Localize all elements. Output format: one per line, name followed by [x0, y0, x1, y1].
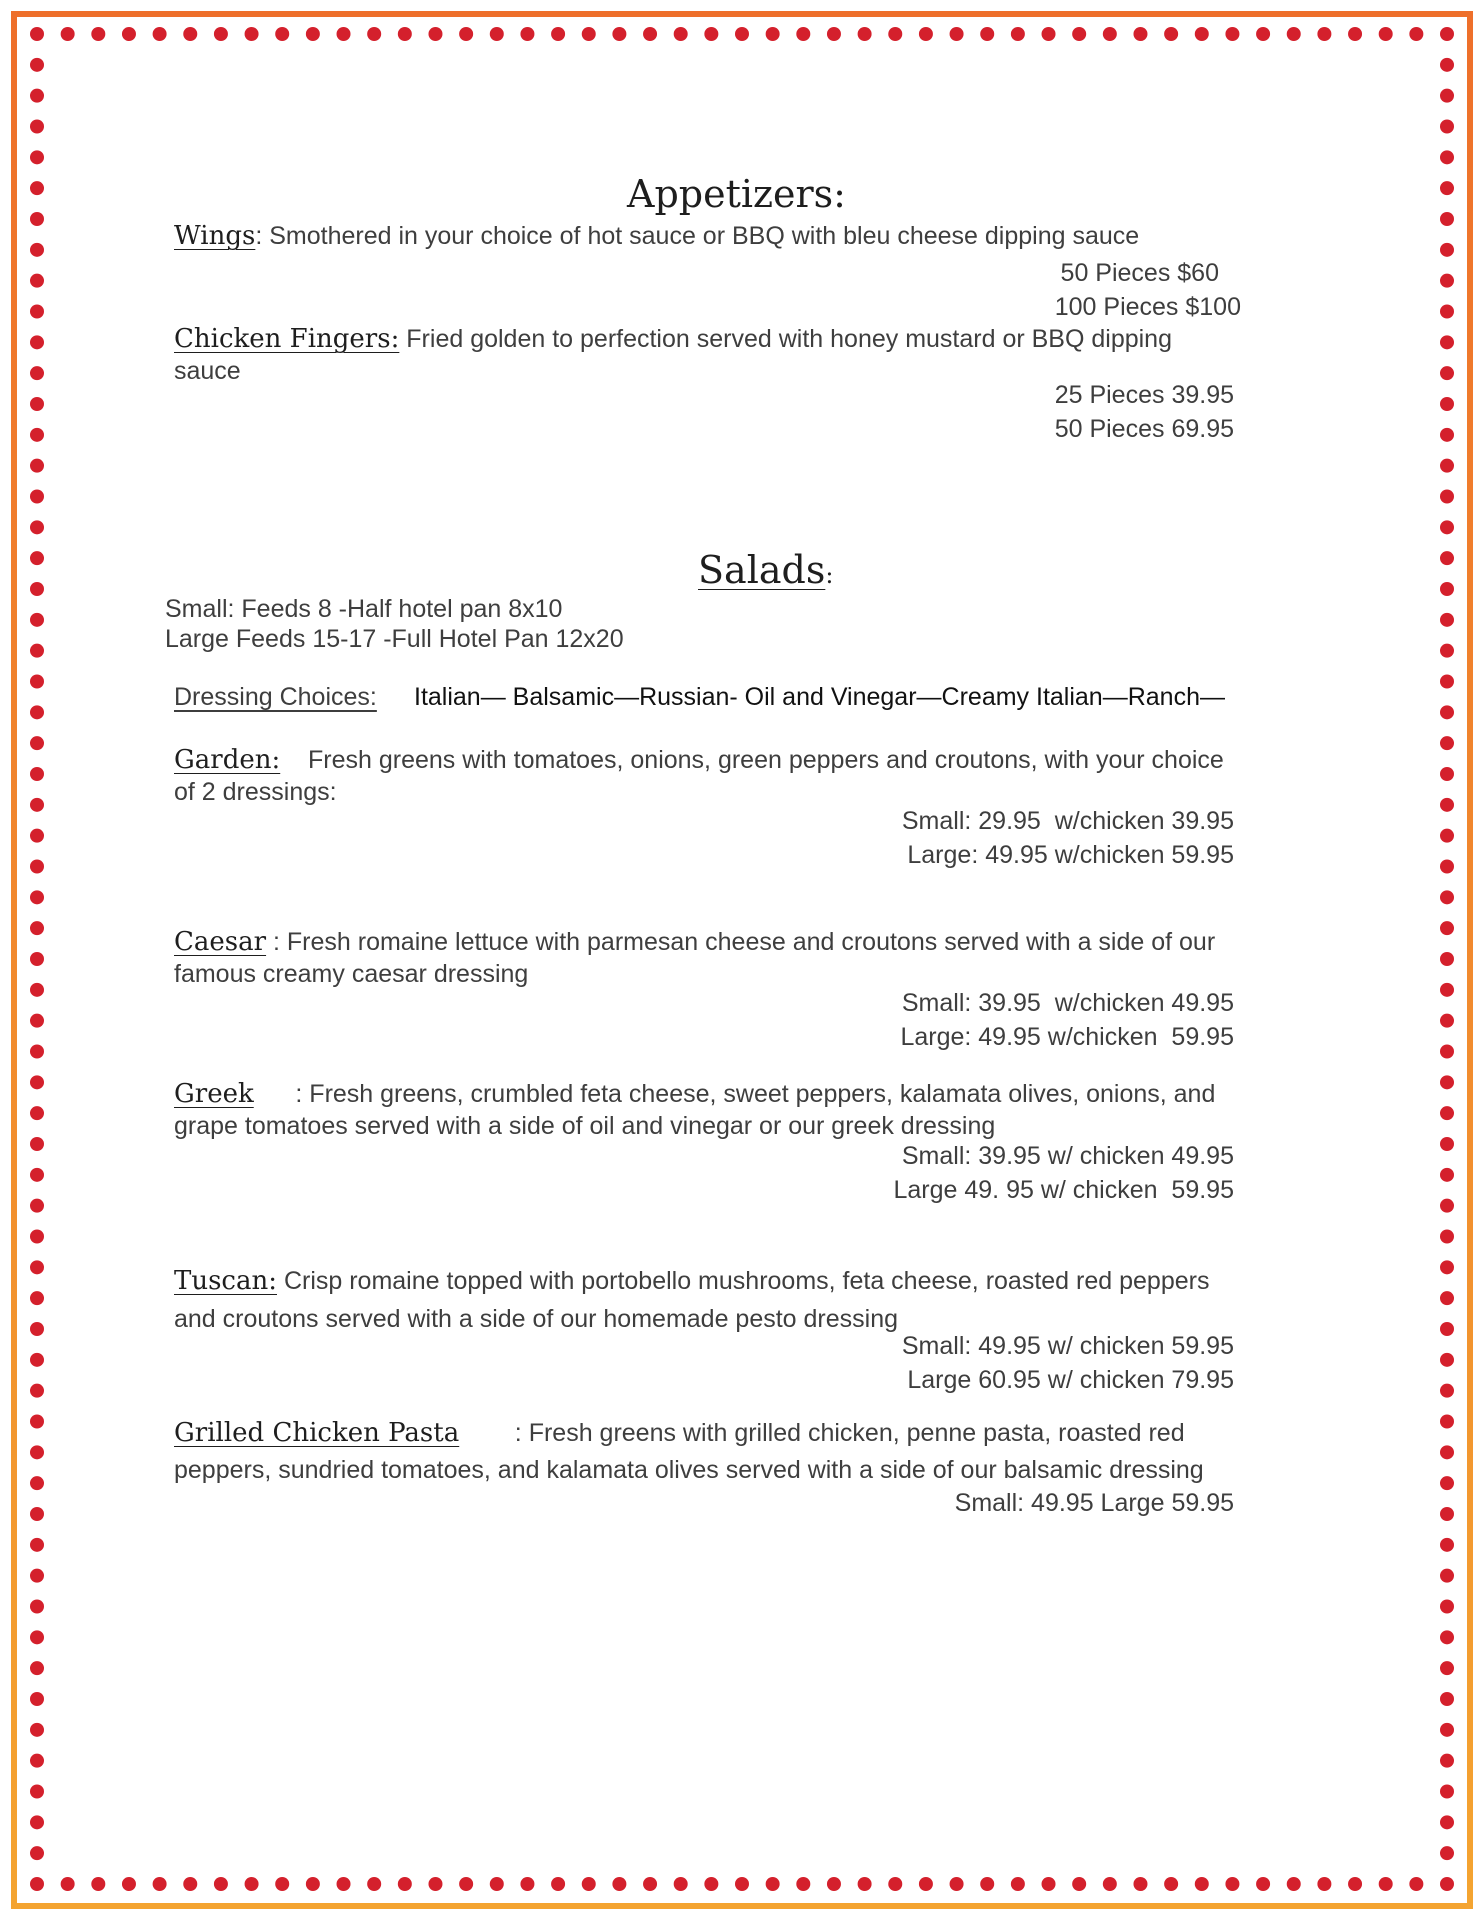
garden-price-large: Large: 49.95 w/chicken 59.95	[907, 841, 1234, 869]
border-dot	[1440, 798, 1454, 812]
border-dot	[1011, 1877, 1025, 1891]
border-dot	[30, 397, 44, 411]
border-dot	[827, 27, 841, 41]
border-dot	[30, 274, 44, 288]
border-dot	[459, 1877, 473, 1891]
border-dot	[306, 1877, 320, 1891]
border-dot	[520, 27, 534, 41]
border-dot	[30, 1815, 44, 1829]
border-dot	[612, 1877, 626, 1891]
border-dot	[30, 1106, 44, 1120]
border-dot	[1440, 1754, 1454, 1768]
tuscan-price-large: Large 60.95 w/ chicken 79.95	[907, 1366, 1234, 1394]
border-dot	[30, 89, 44, 103]
border-dot	[888, 27, 902, 41]
border-dot	[1225, 1877, 1239, 1891]
border-dot	[214, 1877, 228, 1891]
border-dot	[980, 27, 994, 41]
border-dot	[30, 520, 44, 534]
border-dot	[153, 1877, 167, 1891]
border-dot	[122, 1877, 136, 1891]
border-dot	[1440, 952, 1454, 966]
border-dot	[428, 1877, 442, 1891]
border-dot	[1195, 1877, 1209, 1891]
garden-name: Garden:	[174, 745, 281, 775]
border-dot	[1440, 305, 1454, 319]
border-dot	[30, 1322, 44, 1336]
border-dot	[1133, 27, 1147, 41]
border-dot	[30, 1476, 44, 1490]
border-dot	[30, 1260, 44, 1274]
border-dot	[1440, 983, 1454, 997]
border-dot	[30, 1661, 44, 1675]
pasta-desc: : Fresh greens with grilled chicken, penne pasta, roasted red peppers, sundried tomatoes, and kalamata olives served with a side of our balsamic dressing	[174, 1419, 1204, 1484]
border-dot	[30, 1199, 44, 1213]
border-dot	[30, 305, 44, 319]
border-dot	[1225, 27, 1239, 41]
tuscan-name: Tuscan:	[174, 1266, 277, 1296]
border-dot	[735, 1877, 749, 1891]
border-dot	[30, 1230, 44, 1244]
border-dot	[551, 1877, 565, 1891]
border-dot	[704, 1877, 718, 1891]
border-dot	[950, 27, 964, 41]
border-dot	[30, 644, 44, 658]
size-large: Large Feeds 15-17 -Full Hotel Pan 12x20	[165, 625, 624, 653]
border-dot	[1348, 1877, 1362, 1891]
border-dot	[766, 1877, 780, 1891]
fingers-name: Chicken Fingers:	[174, 324, 400, 354]
border-dot	[1287, 27, 1301, 41]
border-dot	[153, 27, 167, 41]
border-dot	[1440, 1785, 1454, 1799]
dressing-label	[174, 683, 391, 712]
wings-item	[174, 220, 1234, 252]
border-dot	[1440, 274, 1454, 288]
garden-price-small: Small: 29.95 w/chicken 39.95	[901, 807, 1234, 835]
border-dot	[30, 1723, 44, 1737]
border-dot	[1348, 27, 1362, 41]
fingers-price-25: 25 Pieces 39.95	[1054, 381, 1234, 409]
border-dot	[1072, 1877, 1086, 1891]
border-dot	[1440, 921, 1454, 935]
greek-desc: : Fresh greens, crumbled feta cheese, sweet peppers, kalamata olives, onions, and grape tomatoes served with a side of oil and vinegar or our greek dressing	[174, 1080, 1223, 1140]
border-dot	[1440, 1291, 1454, 1305]
border-dot	[30, 1168, 44, 1182]
border-dot	[30, 705, 44, 719]
border-dot	[1440, 613, 1454, 627]
border-dot	[30, 428, 44, 442]
wings-price-50: 50 Pieces $60	[1060, 259, 1219, 287]
tuscan-desc: Crisp romaine topped with portobello mushrooms, feta cheese, roasted red peppers and croutons served with a side of our homemade pesto dressing	[174, 1267, 1210, 1333]
wings-name: Wings	[174, 221, 256, 251]
border-dot	[1440, 243, 1454, 257]
border-dot	[245, 27, 259, 41]
border-dot	[1440, 89, 1454, 103]
border-dot	[704, 27, 718, 41]
border-dot	[30, 1014, 44, 1028]
border-dot	[1379, 1877, 1393, 1891]
border-dot	[1409, 27, 1423, 41]
border-dot	[30, 1353, 44, 1367]
greek-price-large: Large 49. 95 w/ chicken 59.95	[893, 1176, 1234, 1204]
border-dot	[30, 150, 44, 164]
border-dot	[1103, 1877, 1117, 1891]
border-dot	[30, 798, 44, 812]
border-dot	[30, 551, 44, 565]
border-dot	[1440, 1075, 1454, 1089]
salads-title	[698, 548, 833, 592]
border-dot	[30, 736, 44, 750]
tuscan-item	[174, 1262, 1234, 1338]
dressing-label-text: Dressing Choices:	[174, 683, 377, 711]
border-dot	[1440, 212, 1454, 226]
greek-name: Greek	[174, 1079, 254, 1109]
border-dot	[183, 27, 197, 41]
border-dot	[30, 829, 44, 843]
border-dot	[1440, 1877, 1454, 1891]
border-dot	[1379, 27, 1393, 41]
border-dot	[91, 1877, 105, 1891]
border-dot	[1440, 1445, 1454, 1459]
border-dot	[1287, 1877, 1301, 1891]
border-dot	[1440, 1538, 1454, 1552]
size-small: Small: Feeds 8 -Half hotel pan 8x10	[165, 595, 563, 623]
border-dot	[643, 1877, 657, 1891]
border-dot	[459, 27, 473, 41]
border-dot	[1256, 1877, 1270, 1891]
border-dot	[1440, 1600, 1454, 1614]
border-dot	[30, 459, 44, 473]
border-dot	[674, 1877, 688, 1891]
garden-item	[174, 744, 1234, 808]
border-dot	[1440, 551, 1454, 565]
border-dot	[919, 1877, 933, 1891]
pasta-item	[174, 1415, 1234, 1489]
border-dot	[306, 27, 320, 41]
border-dot	[30, 1600, 44, 1614]
border-dot	[520, 1877, 534, 1891]
fingers-price-50: 50 Pieces 69.95	[1054, 415, 1234, 443]
border-dot	[735, 27, 749, 41]
border-dot	[1103, 27, 1117, 41]
border-dot	[91, 27, 105, 41]
caesar-price-small: Small: 39.95 w/chicken 49.95	[901, 989, 1234, 1017]
fingers-item	[174, 323, 1204, 387]
border-dot	[766, 27, 780, 41]
border-dot	[1440, 335, 1454, 349]
border-dot	[1440, 1815, 1454, 1829]
border-dot	[61, 27, 75, 41]
border-dot	[30, 243, 44, 257]
border-dot	[490, 27, 504, 41]
border-dot	[1440, 1846, 1454, 1860]
appetizers-title: Appetizers:	[627, 172, 846, 216]
border-dot	[30, 1754, 44, 1768]
border-dot	[1440, 1168, 1454, 1182]
border-dot	[1440, 890, 1454, 904]
caesar-price-large: Large: 49.95 w/chicken 59.95	[900, 1023, 1234, 1051]
border-dot	[30, 1507, 44, 1521]
border-dot	[582, 1877, 596, 1891]
salads-title-colon: :	[825, 561, 834, 589]
greek-item	[174, 1078, 1234, 1142]
wings-price-100: 100 Pieces $100	[1054, 293, 1241, 321]
border-dot	[1440, 181, 1454, 195]
border-dot	[1440, 1199, 1454, 1213]
border-dot	[1440, 1137, 1454, 1151]
border-dot	[1256, 27, 1270, 41]
border-dot	[1440, 1260, 1454, 1274]
border-dot	[30, 1877, 44, 1891]
border-dot	[1317, 1877, 1331, 1891]
border-dot	[1440, 1014, 1454, 1028]
border-dot	[1072, 27, 1086, 41]
caesar-name: Caesar	[174, 927, 267, 957]
pasta-price: Small: 49.95 Large 59.95	[954, 1489, 1234, 1517]
border-dot	[1440, 860, 1454, 874]
border-dot	[1440, 1723, 1454, 1737]
border-dot	[919, 27, 933, 41]
border-dot	[1440, 428, 1454, 442]
border-dot	[30, 983, 44, 997]
border-dot	[1317, 27, 1331, 41]
border-dot	[214, 27, 228, 41]
border-dot	[1440, 459, 1454, 473]
border-dot	[1440, 1661, 1454, 1675]
border-dot	[582, 27, 596, 41]
border-dot	[30, 1569, 44, 1583]
border-dot	[1440, 767, 1454, 781]
border-dot	[1440, 1692, 1454, 1706]
border-dot	[950, 1877, 964, 1891]
border-dot	[1440, 120, 1454, 134]
border-dot	[674, 27, 688, 41]
border-dot	[1133, 1877, 1147, 1891]
border-dot	[1440, 1322, 1454, 1336]
border-dot	[643, 27, 657, 41]
border-dot	[1440, 58, 1454, 72]
border-dot	[1440, 644, 1454, 658]
border-dot	[275, 1877, 289, 1891]
border-dot	[30, 366, 44, 380]
border-dot	[30, 27, 44, 41]
border-dot	[1011, 27, 1025, 41]
border-dot	[30, 613, 44, 627]
border-dot	[612, 27, 626, 41]
border-dot	[367, 1877, 381, 1891]
border-dot	[30, 1384, 44, 1398]
border-dot	[398, 27, 412, 41]
border-dot	[1409, 1877, 1423, 1891]
fingers-desc: Fried golden to perfection served with honey mustard or BBQ dipping sauce	[174, 325, 1172, 385]
border-dot	[30, 1538, 44, 1552]
border-dot	[1440, 1507, 1454, 1521]
border-dot	[1042, 27, 1056, 41]
border-dot	[30, 181, 44, 195]
border-dot	[858, 27, 872, 41]
border-dot	[30, 120, 44, 134]
border-dot	[1440, 1630, 1454, 1644]
border-dot	[1440, 1353, 1454, 1367]
border-dot	[490, 1877, 504, 1891]
border-dot	[30, 767, 44, 781]
dressing-values: Italian— Balsamic—Russian- Oil and Vinegar—Creamy Italian—Ranch—	[414, 683, 1225, 711]
border-dot	[398, 1877, 412, 1891]
border-dot	[796, 27, 810, 41]
border-dot	[888, 1877, 902, 1891]
border-dot	[30, 1075, 44, 1089]
border-dot	[1440, 736, 1454, 750]
border-dot	[1440, 150, 1454, 164]
border-dot	[30, 335, 44, 349]
border-dot	[1440, 490, 1454, 504]
border-dot	[30, 1785, 44, 1799]
caesar-item	[174, 926, 1234, 990]
border-dot	[30, 1846, 44, 1860]
border-dot	[275, 27, 289, 41]
border-dot	[980, 1877, 994, 1891]
border-dot	[30, 582, 44, 596]
border-dot	[1440, 520, 1454, 534]
border-dot	[30, 1415, 44, 1429]
wings-desc: : Smothered in your choice of hot sauce or BBQ with bleu cheese dipping sauce	[255, 222, 1140, 250]
border-dot	[796, 1877, 810, 1891]
border-dot	[1440, 27, 1454, 41]
border-dot	[337, 27, 351, 41]
border-dot	[183, 1877, 197, 1891]
border-dot	[428, 27, 442, 41]
border-dot	[30, 1445, 44, 1459]
border-dot	[827, 1877, 841, 1891]
border-dot	[1440, 1045, 1454, 1059]
tuscan-price-small: Small: 49.95 w/ chicken 59.95	[901, 1332, 1234, 1360]
border-dot	[1164, 27, 1178, 41]
border-dot	[1440, 1476, 1454, 1490]
border-dot	[1440, 1569, 1454, 1583]
border-dot	[61, 1877, 75, 1891]
border-dot	[30, 490, 44, 504]
border-dot	[30, 212, 44, 226]
border-dot	[30, 1137, 44, 1151]
border-dot	[1440, 705, 1454, 719]
border-dot	[1042, 1877, 1056, 1891]
border-dot	[1440, 582, 1454, 596]
salads-title-text: Salads	[698, 548, 826, 592]
greek-price-small: Small: 39.95 w/ chicken 49.95	[901, 1142, 1234, 1170]
pasta-name: Grilled Chicken Pasta	[174, 1418, 460, 1448]
border-dot	[30, 921, 44, 935]
border-dot	[30, 1291, 44, 1305]
border-dot	[1440, 1106, 1454, 1120]
border-dot	[1440, 829, 1454, 843]
border-dot	[30, 1692, 44, 1706]
border-dot	[1440, 366, 1454, 380]
border-dot	[1440, 397, 1454, 411]
border-dot	[30, 1630, 44, 1644]
border-dot	[30, 890, 44, 904]
border-dot	[1440, 1415, 1454, 1429]
border-dot	[245, 1877, 259, 1891]
border-dot	[858, 1877, 872, 1891]
border-dot	[30, 1045, 44, 1059]
border-dot	[551, 27, 565, 41]
garden-desc: Fresh greens with tomatoes, onions, green peppers and croutons, with your choice of 2 dressings:	[174, 746, 1231, 806]
border-dot	[1440, 1384, 1454, 1398]
border-dot	[1440, 675, 1454, 689]
border-dot	[337, 1877, 351, 1891]
caesar-desc: : Fresh romaine lettuce with parmesan cheese and croutons served with a side of our famous creamy caesar dressing	[174, 928, 1216, 988]
border-dot	[1164, 1877, 1178, 1891]
border-dot	[30, 860, 44, 874]
border-dot	[30, 675, 44, 689]
border-dot	[122, 27, 136, 41]
border-dot	[1195, 27, 1209, 41]
border-dot	[1440, 1230, 1454, 1244]
border-dot	[367, 27, 381, 41]
border-dot	[30, 952, 44, 966]
border-dot	[30, 58, 44, 72]
